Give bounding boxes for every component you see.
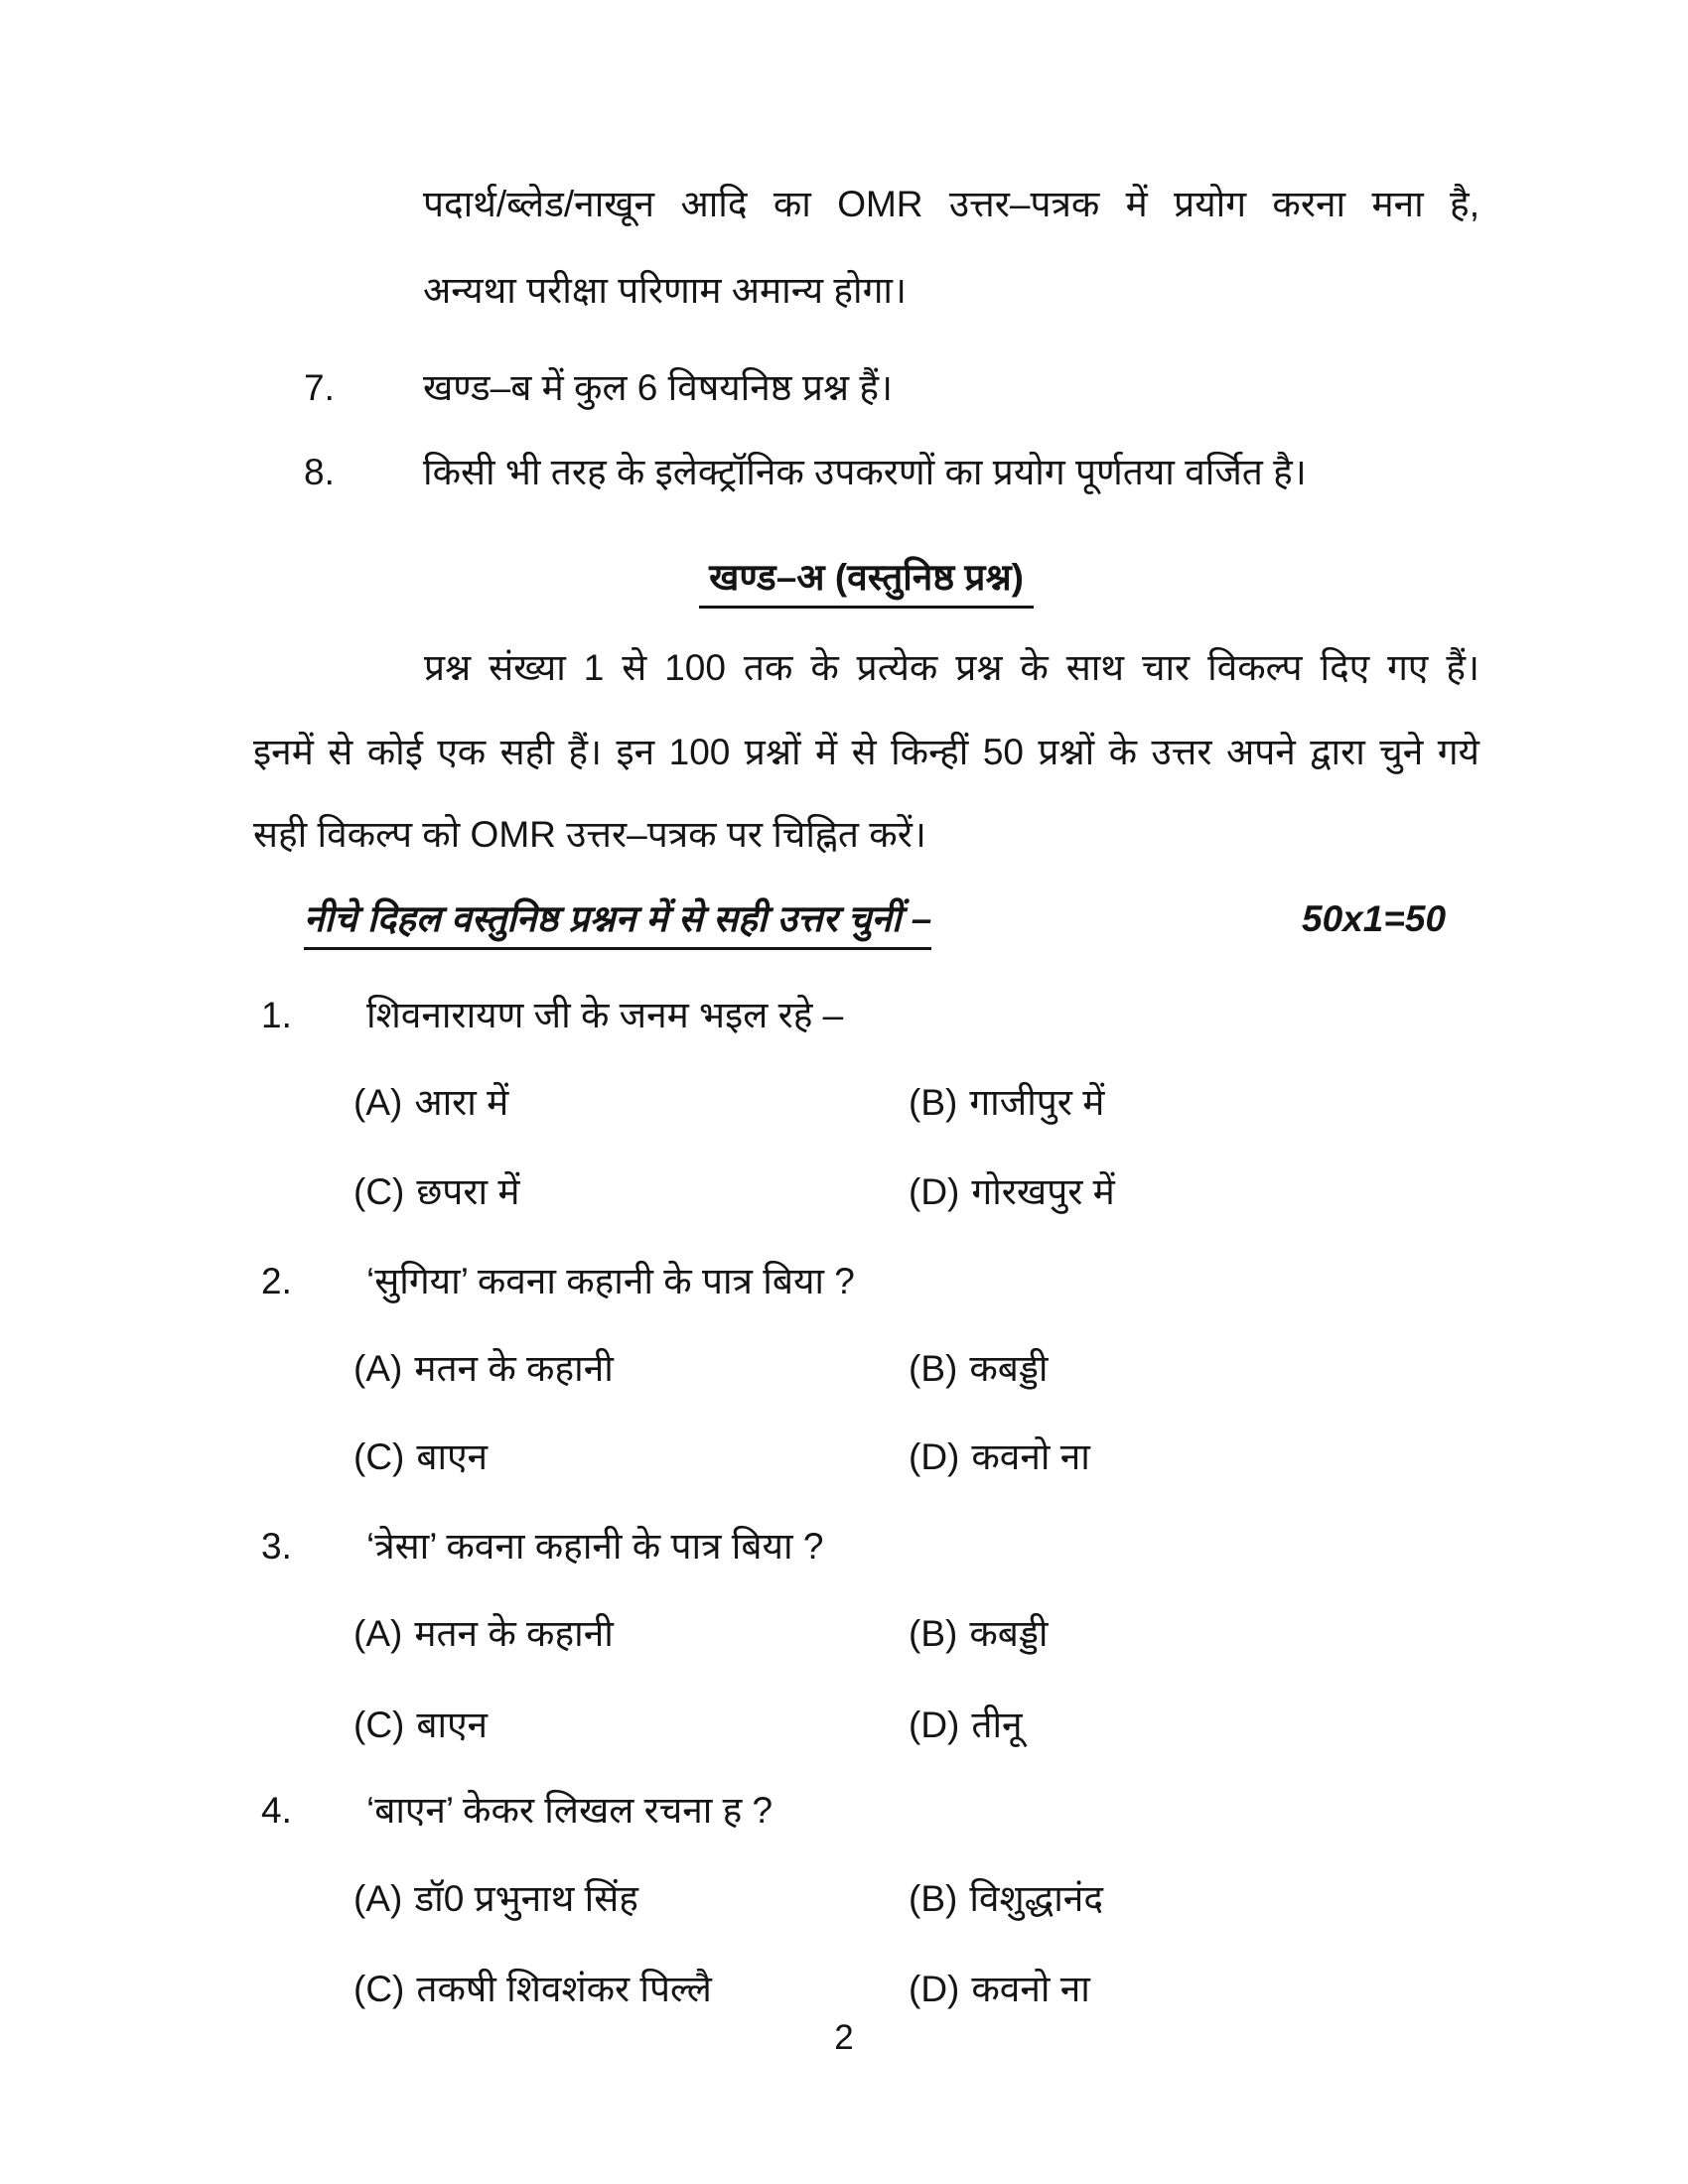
question-2-option-c bbox=[353, 1430, 488, 1485]
question-1-option-b bbox=[909, 1075, 1104, 1131]
question-1-option-d bbox=[909, 1164, 1115, 1220]
section-a-intro-line-2: इनमें से कोई एक सही हैं। इन 100 प्रश्नों में से किन्हीं 50 प्रश्नों के उत्तर अपने द्वारा चुने गये bbox=[253, 732, 1479, 772]
option-a-text: डॉ0 प्रभुनाथ सिंह bbox=[414, 1878, 638, 1919]
option-c-label: (C) bbox=[353, 1436, 405, 1477]
question-2 bbox=[0, 1254, 1688, 1309]
option-b-label: (B) bbox=[909, 1878, 958, 1919]
instruction-8-number: 8. bbox=[304, 452, 335, 492]
instruction-item-8 bbox=[0, 445, 1688, 500]
instruction-item-7 bbox=[0, 360, 1688, 416]
option-b-text: कबड्डी bbox=[969, 1348, 1049, 1389]
option-b-text: गाजीपुर में bbox=[969, 1082, 1105, 1123]
option-c-label: (C) bbox=[353, 1171, 405, 1212]
question-2-option-a bbox=[353, 1341, 614, 1397]
option-a-label: (A) bbox=[353, 1878, 403, 1919]
question-3 bbox=[0, 1519, 1688, 1574]
question-2-option-d bbox=[909, 1430, 1090, 1485]
option-c-text: बाएन bbox=[416, 1436, 489, 1477]
instruction-7-number: 7. bbox=[304, 367, 335, 408]
option-a-label: (A) bbox=[353, 1348, 403, 1389]
option-b-text: विशुद्धानंद bbox=[969, 1878, 1103, 1919]
section-a-intro-line-1: प्रश्न संख्या 1 से 100 तक के प्रत्येक प्रश्न के साथ चार विकल्प दिए गए हैं। bbox=[424, 647, 1479, 688]
instruction-continuation-line-1: पदार्थ/ब्लेड/नाखून आदि का OMR उत्तर–पत्रक में प्रयोग करना मना है, bbox=[423, 184, 1479, 224]
option-b-text: कबड्डी bbox=[969, 1613, 1049, 1654]
option-b-label: (B) bbox=[909, 1613, 958, 1654]
question-3-option-d bbox=[909, 1698, 1023, 1753]
option-d-label: (D) bbox=[909, 1436, 960, 1477]
question-3-options-row-1 bbox=[0, 1606, 1688, 1662]
option-d-text: गोरखपुर में bbox=[971, 1171, 1115, 1212]
option-a-text: मतन के कहानी bbox=[414, 1613, 614, 1654]
instruction-7-text: खण्ड–ब में कुल 6 विषयनिष्ठ प्रश्न हैं। bbox=[423, 367, 894, 408]
question-1-number: 1. bbox=[261, 995, 292, 1035]
option-a-text: मतन के कहानी bbox=[414, 1348, 614, 1389]
option-a-label: (A) bbox=[353, 1082, 403, 1123]
option-d-label: (D) bbox=[909, 1969, 960, 2009]
question-1-options-row-1 bbox=[0, 1075, 1688, 1131]
question-2-option-b bbox=[909, 1341, 1049, 1397]
option-c-label: (C) bbox=[353, 1969, 405, 2009]
question-4-number: 4. bbox=[261, 1790, 292, 1831]
directive-row bbox=[0, 891, 1688, 947]
question-1-options-row-2 bbox=[0, 1164, 1688, 1220]
option-b-label: (B) bbox=[909, 1348, 958, 1389]
option-d-text: तीनू bbox=[971, 1705, 1023, 1745]
question-1-option-a bbox=[353, 1075, 508, 1131]
directive-text: नीचे दिहल वस्तुनिष्ठ प्रश्नन में से सही उत्तर चुनीं – bbox=[304, 898, 931, 950]
page-number: 2 bbox=[834, 2018, 854, 2057]
question-4-option-b bbox=[909, 1871, 1103, 1927]
option-d-text: कवनो ना bbox=[971, 1969, 1090, 2009]
question-4-option-c bbox=[353, 1962, 712, 2017]
question-3-option-c bbox=[353, 1698, 488, 1753]
question-2-text: ‘सुगिया’ कवना कहानी के पात्र बिया ? bbox=[366, 1261, 855, 1301]
question-3-number: 3. bbox=[261, 1526, 292, 1567]
option-c-text: तकषी शिवशंकर पिल्लै bbox=[416, 1969, 712, 2009]
question-1 bbox=[0, 988, 1688, 1043]
option-a-label: (A) bbox=[353, 1613, 403, 1654]
question-2-options-row-1 bbox=[0, 1341, 1688, 1397]
option-c-text: बाएन bbox=[416, 1705, 489, 1745]
instruction-8-text: किसी भी तरह के इलेक्ट्रॉनिक उपकरणों का प्रयोग पूर्णतया वर्जित है। bbox=[423, 452, 1307, 492]
option-d-text: कवनो ना bbox=[971, 1436, 1090, 1477]
question-3-options-row-2 bbox=[0, 1698, 1688, 1753]
option-d-label: (D) bbox=[909, 1171, 960, 1212]
question-4-options-row-1 bbox=[0, 1871, 1688, 1927]
option-c-text: छपरा में bbox=[416, 1171, 520, 1212]
option-d-label: (D) bbox=[909, 1705, 960, 1745]
question-4-text: ‘बाएन’ केकर लिखल रचना ह ? bbox=[366, 1790, 774, 1831]
instruction-continuation-line-2: अन्यथा परीक्षा परिणाम अमान्य होगा। bbox=[423, 270, 908, 311]
option-a-text: आरा में bbox=[414, 1082, 509, 1123]
directive-underline-wrap bbox=[304, 891, 931, 947]
option-b-label: (B) bbox=[909, 1082, 958, 1123]
section-a-heading-row bbox=[253, 548, 1479, 608]
question-1-option-c bbox=[353, 1164, 519, 1220]
question-3-option-b bbox=[909, 1606, 1049, 1662]
question-2-options-row-2 bbox=[0, 1430, 1688, 1485]
option-c-label: (C) bbox=[353, 1705, 405, 1745]
section-a-intro-line-3: सही विकल्प को OMR उत्तर–पत्रक पर चिह्नित करें। bbox=[253, 814, 926, 855]
marks-scheme: 50x1=50 bbox=[1302, 898, 1447, 939]
question-3-text: ‘त्रेसा’ कवना कहानी के पात्र बिया ? bbox=[366, 1526, 824, 1567]
question-4 bbox=[0, 1783, 1688, 1839]
question-4-option-a bbox=[353, 1871, 638, 1927]
section-a-heading: खण्ड–अ (वस्तुनिष्ठ प्रश्न) bbox=[699, 557, 1034, 609]
question-4-option-d bbox=[909, 1962, 1090, 2017]
question-1-text: शिवनारायण जी के जनम भइल रहे – bbox=[366, 995, 844, 1035]
question-4-options-row-2 bbox=[0, 1962, 1688, 2017]
question-3-option-a bbox=[353, 1606, 614, 1662]
question-2-number: 2. bbox=[261, 1261, 292, 1301]
